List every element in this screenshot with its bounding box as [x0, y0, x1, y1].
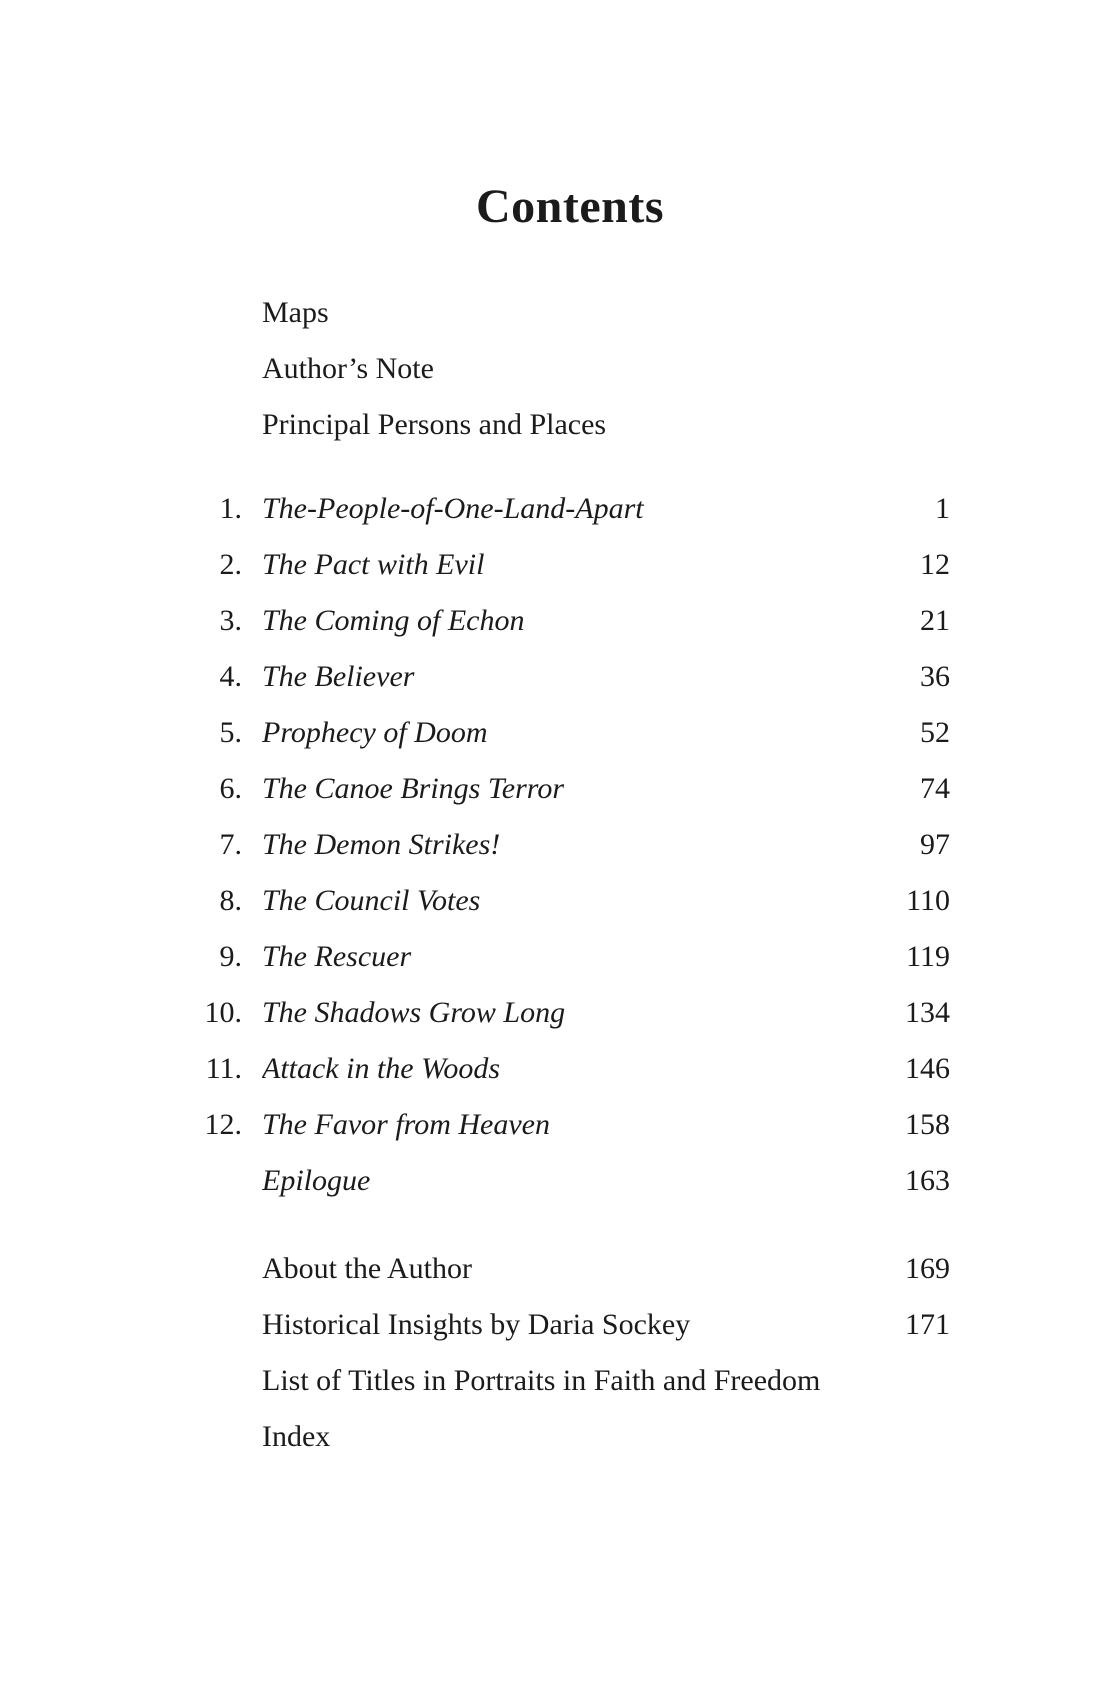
chapter-row [190, 985, 950, 1041]
front-matter-row [190, 341, 950, 397]
chapter-number: 4. [219, 660, 242, 693]
back-matter-row [190, 1241, 950, 1297]
chapter-row [190, 929, 950, 985]
back-matter-row [190, 1353, 950, 1409]
chapter-title: Attack in the Woods [262, 1052, 501, 1085]
chapter-number: 8. [219, 884, 242, 917]
back-matter-row [190, 1409, 950, 1465]
chapter-row [190, 537, 950, 593]
front-matter-row [190, 397, 950, 453]
chapter-row [190, 481, 950, 537]
chapter-title: The Pact with Evil [262, 548, 485, 581]
chapter-page-number: 36 [920, 660, 950, 693]
back-matter-page-number: 169 [905, 1252, 950, 1285]
chapter-number: 7. [219, 828, 242, 861]
chapter-title: The Demon Strikes! [262, 828, 501, 861]
back-matter-label: Historical Insights by Daria Sockey [262, 1308, 691, 1341]
chapter-title: The Coming of Echon [262, 604, 525, 637]
chapter-number: 11. [205, 1052, 242, 1085]
chapter-number: 5. [219, 716, 242, 749]
chapter-row [190, 593, 950, 649]
chapter-row [190, 817, 950, 873]
chapter-title: Prophecy of Doom [262, 716, 488, 749]
chapter-page-number: 134 [905, 996, 950, 1029]
chapter-title: The Canoe Brings Terror [262, 772, 564, 805]
page-title: Contents [475, 180, 664, 233]
chapter-page-number: 158 [905, 1108, 950, 1141]
back-matter-row [190, 1297, 950, 1353]
chapter-title: The Council Votes [262, 884, 481, 917]
front-matter-row [190, 285, 950, 341]
chapter-page-number: 1 [935, 492, 950, 525]
chapter-page-number: 163 [905, 1164, 950, 1197]
front-matter-list [190, 285, 950, 453]
chapter-title: Epilogue [262, 1164, 371, 1197]
chapter-title: The-People-of-One-Land-Apart [262, 492, 644, 525]
chapter-number: 12. [204, 1108, 242, 1141]
chapter-number: 2. [219, 548, 242, 581]
chapter-number: 9. [219, 940, 242, 973]
front-matter-label: Maps [262, 296, 329, 329]
back-matter-label: Index [262, 1420, 331, 1453]
chapter-title: The Rescuer [262, 940, 412, 973]
chapter-page-number: 74 [920, 772, 950, 805]
chapter-page-number: 12 [920, 548, 950, 581]
chapter-row [190, 705, 950, 761]
back-matter-label: About the Author [262, 1252, 472, 1285]
chapter-row [190, 873, 950, 929]
front-matter-label: Author’s Note [262, 352, 434, 385]
chapter-page-number: 21 [920, 604, 950, 637]
chapter-row [190, 761, 950, 817]
chapter-list [190, 481, 950, 1209]
chapter-page-number: 146 [905, 1052, 950, 1085]
chapter-page-number: 119 [906, 940, 950, 973]
chapter-number: 1. [219, 492, 242, 525]
chapter-number: 6. [219, 772, 242, 805]
chapter-row [190, 649, 950, 705]
back-matter-page-number: 171 [905, 1308, 950, 1341]
back-matter-label: List of Titles in Portraits in Faith and Freedom [262, 1364, 821, 1397]
back-matter-list [190, 1241, 950, 1465]
chapter-page-number: 52 [920, 716, 950, 749]
chapter-page-number: 97 [920, 828, 950, 861]
chapter-row [190, 1041, 950, 1097]
chapter-row [190, 1097, 950, 1153]
chapter-page-number: 110 [906, 884, 950, 917]
chapter-number: 10. [204, 996, 242, 1029]
chapter-title: The Shadows Grow Long [262, 996, 566, 1029]
chapter-row [190, 1153, 950, 1209]
toc-content [190, 0, 950, 1465]
chapter-number: 3. [219, 604, 242, 637]
chapter-title: The Favor from Heaven [262, 1108, 550, 1141]
chapter-title: The Believer [262, 660, 415, 693]
front-matter-label: Principal Persons and Places [262, 408, 607, 441]
